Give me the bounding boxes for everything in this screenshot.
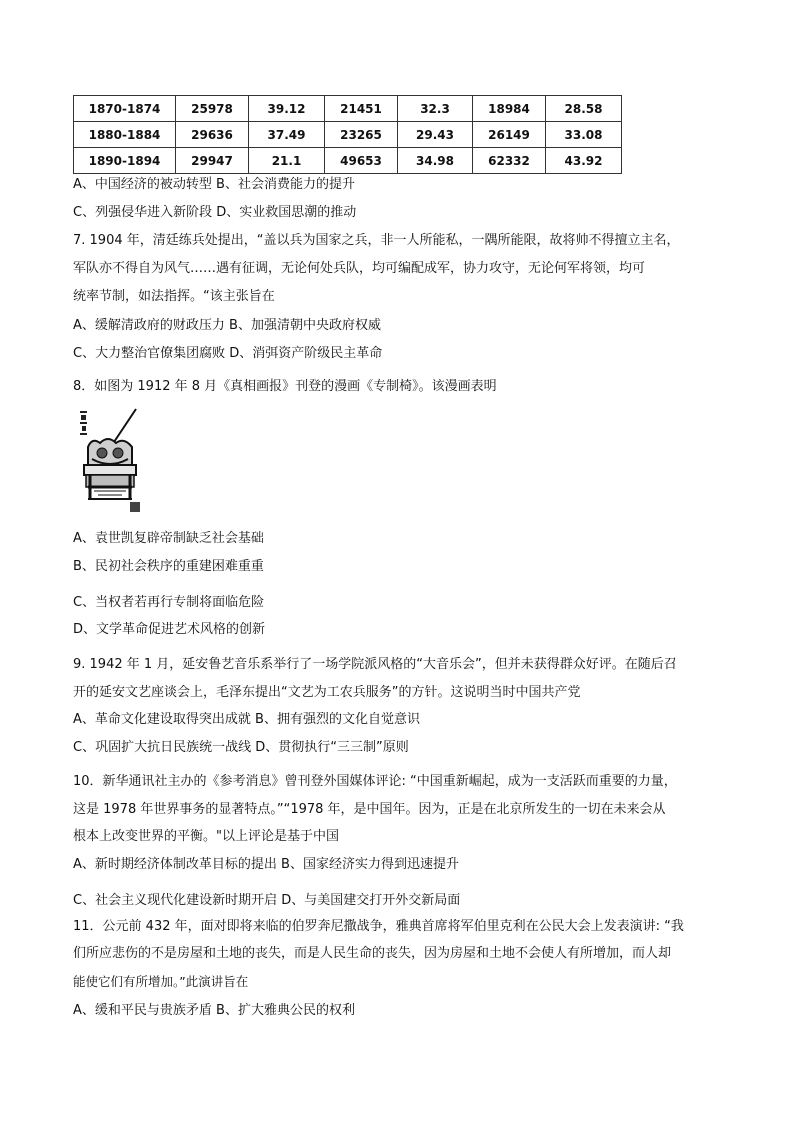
q8-stem: 8．如图为 1912 年 8 月《真相画报》刊登的漫画《专制椅》。该漫画表明 xyxy=(73,379,497,394)
q10-options-ab: A、新时期经济体制改革目标的提出 B、国家经济实力得到迅速提升 xyxy=(73,857,459,872)
q7-options-cd: C、大力整治官僚集团腐败 D、消弭资产阶级民主革命 xyxy=(73,346,383,361)
table-cell: 29947 xyxy=(176,148,249,174)
table-cell: 43.92 xyxy=(546,148,622,174)
q7-options-ab: A、缓解清政府的财政压力 B、加强清朝中央政府权威 xyxy=(73,318,381,333)
statistics-table xyxy=(73,95,622,174)
table-cell: 21.1 xyxy=(249,148,325,174)
table-cell: 39.12 xyxy=(249,96,325,122)
q11-stem-line3: 能使它们有所增加。”此演讲旨在 xyxy=(73,974,249,989)
table-cell: 23265 xyxy=(325,122,398,148)
q11-stem-line1: 11．公元前 432 年，面对即将来临的伯罗奔尼撒战争，雅典首席将军伯里克利在公民大会上发表演讲: “我 xyxy=(73,919,684,934)
table-row xyxy=(74,148,622,174)
q11-stem-line2: 们所应悲伤的不是房屋和土地的丧失，而是人民生命的丧失，因为房屋和土地不会使人有所增加，而人却 xyxy=(73,946,672,961)
table-cell: 28.58 xyxy=(546,96,622,122)
q8-option-d: D、文学革命促进艺术风格的创新 xyxy=(73,622,266,637)
table-cell: 49653 xyxy=(325,148,398,174)
q9-stem-line1: 9. 1942 年 1 月，延安鲁艺音乐系举行了一场学院派风格的“大音乐会”，但并未获得群众好评。在随后召 xyxy=(73,657,677,672)
table-cell: 37.49 xyxy=(249,122,325,148)
table-row xyxy=(74,122,622,148)
table-row xyxy=(74,96,622,122)
table-cell: 1880-1884 xyxy=(74,122,176,148)
chair-icon xyxy=(84,439,136,499)
q6-options-ab: A、中国经济的被动转型 B、社会消费能力的提升 xyxy=(73,177,355,192)
table-cell: 62332 xyxy=(473,148,546,174)
q10-stem-line3: 根本上改变世界的平衡。"以上评论是基于中国 xyxy=(73,829,339,844)
table-cell: 26149 xyxy=(473,122,546,148)
cartoon-title-calligraphy xyxy=(80,411,87,435)
q8-option-a: A、袁世凯复辟帝制缺乏社会基础 xyxy=(73,531,264,546)
table-cell: 33.08 xyxy=(546,122,622,148)
autocracy-chair-cartoon xyxy=(78,407,144,515)
table-cell: 29.43 xyxy=(398,122,473,148)
q9-options-cd: C、巩固扩大抗日民族统一战线 D、贯彻执行“三三制”原则 xyxy=(73,740,409,755)
q10-stem-line2: 这是 1978 年世界事务的显著特点。”“1978 年，是中国年。因为，正是在北京所发生的一切在未来会从 xyxy=(73,802,666,817)
q10-options-cd: C、社会主义现代化建设新时期开启 D、与美国建交打开外交新局面 xyxy=(73,893,461,908)
seal-stamp xyxy=(130,502,140,512)
q7-stem-line2: 军队亦不得自为风气……遇有征调，无论何处兵队，均可编配成军，协力攻守，无论何军将领，均可 xyxy=(73,261,646,276)
table-cell: 18984 xyxy=(473,96,546,122)
table-cell: 29636 xyxy=(176,122,249,148)
q10-stem-line1: 10．新华通讯社主办的《参考消息》曾刊登外国媒体评论: “中国重新崛起，成为一支活跃而重要的力量， xyxy=(73,774,677,789)
table-cell: 1870-1874 xyxy=(74,96,176,122)
table-cell: 34.98 xyxy=(398,148,473,174)
q6-options-cd: C、列强侵华进入新阶段 D、实业救国思潮的推动 xyxy=(73,205,357,220)
q8-option-c: C、当权者若再行专制将面临危险 xyxy=(73,595,265,610)
q7-stem-line1: 7. 1904 年，清廷练兵处提出，“盖以兵为国家之兵，非一人所能私，一隅所能限，故将帅不得擅立主名， xyxy=(73,233,680,248)
q11-options-ab: A、缓和平民与贵族矛盾 B、扩大雅典公民的权利 xyxy=(73,1003,355,1018)
table-cell: 1890-1894 xyxy=(74,148,176,174)
q8-option-b: B、民初社会秩序的重建困难重重 xyxy=(73,559,264,574)
q9-options-ab: A、革命文化建设取得突出成就 B、拥有强烈的文化自觉意识 xyxy=(73,712,420,727)
table-cell: 25978 xyxy=(176,96,249,122)
table-cell: 32.3 xyxy=(398,96,473,122)
table-cell: 21451 xyxy=(325,96,398,122)
table-body xyxy=(74,96,622,174)
q9-stem-line2: 开的延安文艺座谈会上，毛泽东提出“文艺为工农兵服务”的方针。这说明当时中国共产党 xyxy=(73,685,581,700)
q7-stem-line3: 统率节制，如法指挥。“该主张旨在 xyxy=(73,289,275,304)
